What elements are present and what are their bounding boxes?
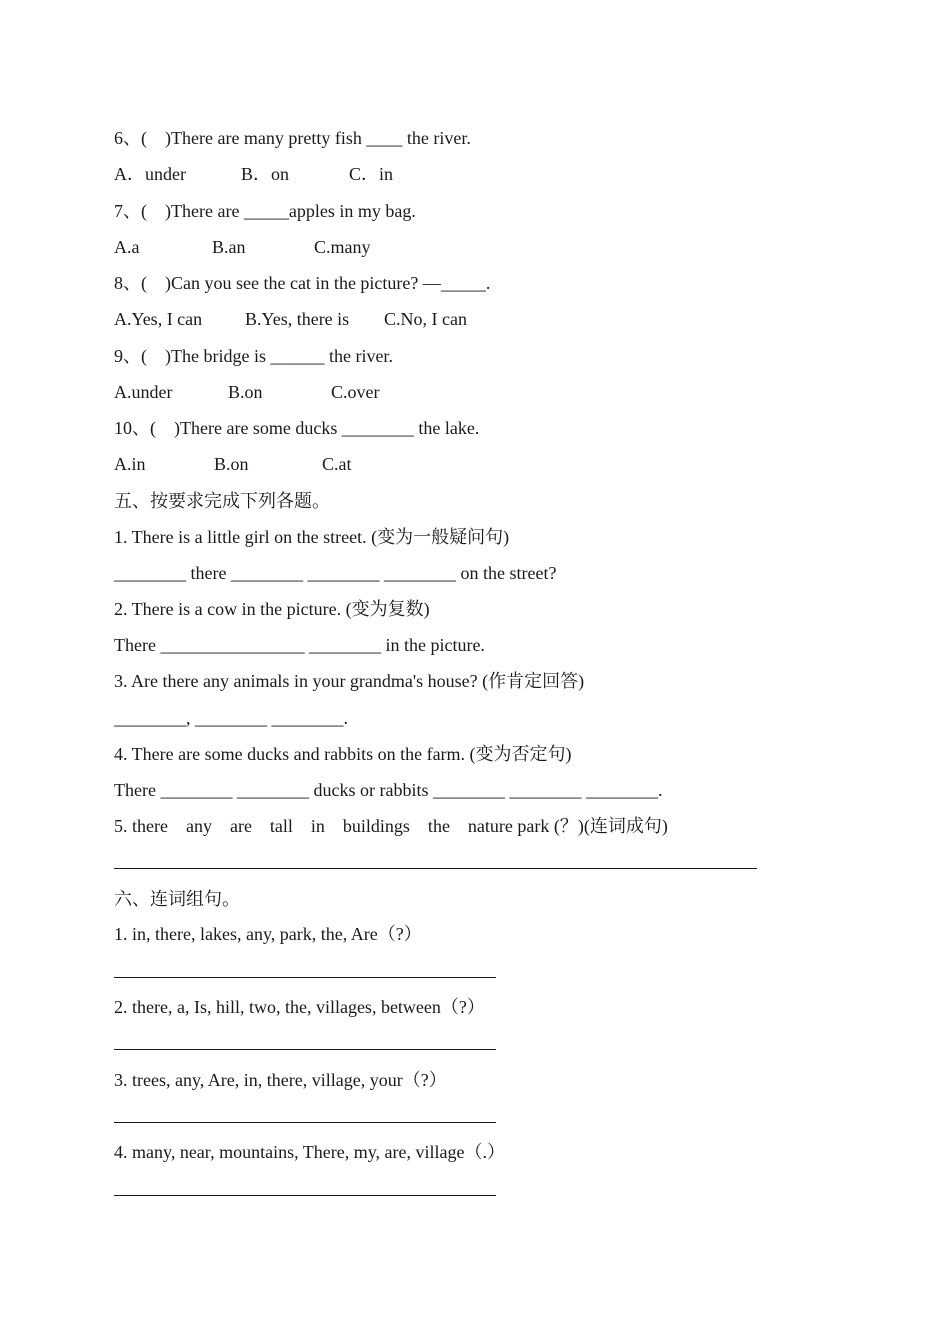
question-6-options — [114, 162, 514, 186]
question-9-options — [114, 380, 514, 404]
question-8-options — [114, 307, 614, 331]
option-b: B.on — [228, 382, 263, 402]
question-7-stem: 7、( )There are _____apples in my bag. — [114, 201, 416, 221]
section-6-question-1: 1. in, there, lakes, any, park, the, Are（?） — [114, 924, 422, 944]
option-c: C.No, I can — [384, 309, 467, 329]
answer-line — [114, 1122, 496, 1123]
answer-line — [114, 868, 757, 869]
section-6-question-2: 2. there, a, Is, hill, two, the, villages, between（?） — [114, 997, 485, 1017]
option-a: A.in — [114, 454, 146, 474]
section-5-answer-2: There ________________ ________ in the picture. — [114, 635, 485, 655]
section-5-answer-1: ________ there ________ ________ ________ on the street? — [114, 563, 557, 583]
section-5-answer-3: ________, ________ ________. — [114, 708, 348, 728]
section-5-question-2: 2. There is a cow in the picture. (变为复数) — [114, 599, 430, 619]
answer-line — [114, 1195, 496, 1196]
option-a: A.under — [114, 382, 173, 402]
question-10-stem: 10、( )There are some ducks ________ the lake. — [114, 418, 480, 438]
answer-line — [114, 977, 496, 978]
section-5-title: 五、按要求完成下列各题。 — [114, 491, 330, 511]
question-6-stem: 6、( )There are many pretty fish ____ the river. — [114, 128, 471, 148]
option-b: B.Yes, there is — [245, 309, 350, 329]
option-a: A.Yes, I can — [114, 309, 203, 329]
section-6-question-4: 4. many, near, mountains, There, my, are, village（.） — [114, 1142, 505, 1162]
section-5-question-4: 4. There are some ducks and rabbits on the farm. (变为否定句) — [114, 744, 572, 764]
section-5-question-5: 5. there any are tall in buildings the nature park (？)(连词成句) — [114, 816, 668, 836]
question-7-options — [114, 235, 514, 259]
option-a: A.a — [114, 237, 140, 257]
section-5-answer-4: There ________ ________ ducks or rabbits ________ ________ ________. — [114, 780, 663, 800]
section-5-question-3: 3. Are there any animals in your grandma's house? (作肯定回答) — [114, 671, 585, 691]
question-9-stem: 9、( )The bridge is ______ the river. — [114, 346, 393, 366]
option-c: C.over — [331, 382, 380, 402]
option-b: B.on — [214, 454, 249, 474]
section-6-question-3: 3. trees, any, Are, in, there, village, your（?） — [114, 1070, 447, 1090]
option-c: C．in — [349, 164, 394, 184]
option-c: C.at — [322, 454, 352, 474]
section-5-question-1: 1. There is a little girl on the street. (变为一般疑问句) — [114, 527, 510, 547]
question-10-options — [114, 452, 514, 476]
section-6-title: 六、连词组句。 — [114, 889, 240, 909]
answer-line — [114, 1049, 496, 1050]
option-b: B．on — [241, 164, 290, 184]
option-c: C.many — [314, 237, 371, 257]
option-b: B.an — [212, 237, 246, 257]
option-a: A．under — [114, 164, 186, 184]
question-8-stem: 8、( )Can you see the cat in the picture? —_____. — [114, 273, 491, 293]
